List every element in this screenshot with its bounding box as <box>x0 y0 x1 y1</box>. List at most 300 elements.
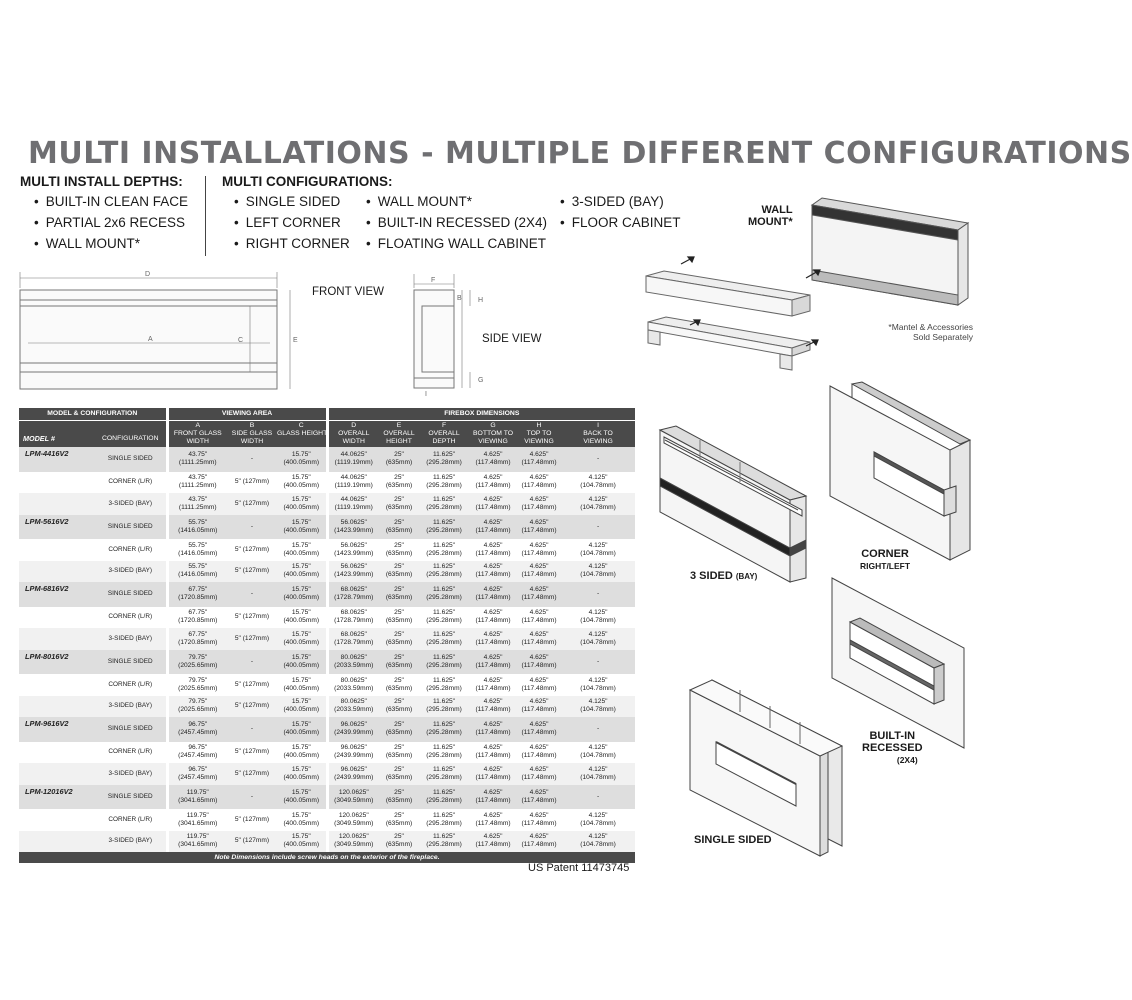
dimension-value: (400.05mm) <box>283 617 320 625</box>
model-number-empty <box>19 472 95 494</box>
dimension-cell <box>277 742 327 764</box>
configuration-cell: SINGLE SIDED <box>95 447 167 472</box>
dimension-cell <box>419 696 469 718</box>
dimension-cell <box>517 696 561 718</box>
dimension-cell <box>227 447 277 472</box>
dimension-value: 4.125" <box>588 676 608 684</box>
col-label-line: VIEWING <box>478 438 508 445</box>
dimension-value: (117.48mm) <box>475 684 511 692</box>
model-number-empty <box>19 763 95 785</box>
dimension-cell <box>517 472 561 494</box>
dimension-value: 5" (127mm) <box>234 478 270 486</box>
letter-b: B <box>227 421 277 431</box>
dimension-cell <box>419 742 469 764</box>
dimension-value: 4.625" <box>529 563 549 571</box>
col-model: MODEL # <box>19 430 95 447</box>
dimension-value: 43.75" <box>188 495 208 503</box>
dimension-value: (400.05mm) <box>283 638 320 646</box>
dimension-cell <box>327 447 379 472</box>
table-row <box>19 539 635 561</box>
dimension-cell <box>277 515 327 540</box>
dim-letter-b: B <box>457 295 462 302</box>
dimension-value: (295.28mm) <box>426 661 462 669</box>
dimension-cell <box>469 493 517 515</box>
configuration-cell: 3-SIDED (BAY) <box>95 628 167 650</box>
dimension-value: (117.48mm) <box>475 841 511 849</box>
dimension-value: (117.48mm) <box>475 729 511 737</box>
dimension-cell <box>379 809 419 831</box>
dimension-value: (295.28mm) <box>426 819 462 827</box>
dimension-value: 15.75" <box>291 563 311 571</box>
dimension-cell <box>419 561 469 583</box>
dimension-value: (400.05mm) <box>283 684 320 692</box>
dimension-value: (1111.25mm) <box>178 459 217 467</box>
dimension-value: (635mm) <box>385 684 413 692</box>
model-number-empty <box>19 809 95 831</box>
dimension-value: (117.48mm) <box>521 459 557 467</box>
dimension-value: (1111.25mm) <box>178 482 217 490</box>
dimension-value: (635mm) <box>385 617 413 625</box>
dimension-value: 4.125" <box>588 474 608 482</box>
configuration-cell: CORNER (L/R) <box>95 607 167 629</box>
dimension-value: 11.625" <box>433 586 456 594</box>
dimension-value: (117.48mm) <box>521 706 557 714</box>
dimension-value: 4.625" <box>483 788 503 796</box>
dimension-cell <box>419 785 469 810</box>
table-row <box>19 561 635 583</box>
dimension-value: 68.0625" <box>340 609 367 617</box>
dimension-value: 11.625" <box>433 518 456 526</box>
single-sided-label: SINGLE SIDED <box>694 834 772 846</box>
dimension-cell <box>327 650 379 675</box>
dimension-cell <box>327 539 379 561</box>
configuration-cell: 3-SIDED (BAY) <box>95 696 167 718</box>
dimension-value: 4.625" <box>529 451 549 459</box>
dimension-value: (1423.99mm) <box>334 571 374 579</box>
table-row <box>19 785 635 810</box>
dimension-value: (2457.45mm) <box>178 773 218 781</box>
dimension-cell <box>469 447 517 472</box>
dimension-value: 67.75" <box>188 586 208 594</box>
dimension-value: (117.48mm) <box>521 503 557 511</box>
dimension-value: 15.75" <box>291 833 311 841</box>
dimension-value: (635mm) <box>385 571 413 579</box>
dimension-value: (295.28mm) <box>426 796 462 804</box>
dimension-cell <box>277 696 327 718</box>
dimension-value: 4.125" <box>588 609 608 617</box>
dimension-value: 11.625" <box>433 811 456 819</box>
dimension-cell <box>167 515 227 540</box>
dimension-value: (635mm) <box>385 752 413 760</box>
dimension-value: 4.625" <box>483 811 503 819</box>
dimension-value: 44.0625" <box>340 495 367 503</box>
dimension-value: 96.0625" <box>340 744 367 752</box>
header-firebox-dimensions: FIREBOX DIMENSIONS <box>327 408 635 421</box>
dimension-value: (1720.85mm) <box>178 594 218 602</box>
model-number-empty <box>19 674 95 696</box>
dimension-value: 11.625" <box>433 721 456 729</box>
dimension-value: 15.75" <box>291 744 311 752</box>
dimension-value: (1728.79mm) <box>334 638 374 646</box>
dimension-value: (635mm) <box>385 594 413 602</box>
dimension-value: (635mm) <box>385 819 413 827</box>
col-label-line: OVERALL <box>428 430 460 437</box>
dimension-value: (2033.59mm) <box>334 684 374 692</box>
dimension-cell <box>227 628 277 650</box>
table-row <box>19 763 635 785</box>
dimension-value: (117.48mm) <box>475 459 511 467</box>
table-row <box>19 696 635 718</box>
dimension-value: (104.78mm) <box>580 752 616 760</box>
dimension-cell <box>167 493 227 515</box>
dimension-cell <box>517 831 561 853</box>
dimension-value: (2025.65mm) <box>178 661 218 669</box>
dimension-value: (635mm) <box>385 503 413 511</box>
dimension-value: 25" <box>394 451 404 459</box>
model-number-empty <box>19 539 95 561</box>
side-view-label: SIDE VIEW <box>482 333 542 345</box>
dimension-value: 25" <box>394 563 404 571</box>
dimension-value: 11.625" <box>433 609 456 617</box>
dimension-value: 15.75" <box>291 474 311 482</box>
dimension-value: 67.75" <box>188 609 208 617</box>
dimension-value: 4.625" <box>529 630 549 638</box>
dimension-value: 44.0625" <box>340 451 367 459</box>
dimension-value: 5" (127mm) <box>234 769 270 777</box>
dimension-cell <box>379 628 419 650</box>
dimension-cell <box>277 831 327 853</box>
dimension-value: 25" <box>394 541 404 549</box>
dimension-value: (1119.19mm) <box>334 482 373 490</box>
dimension-value: (400.05mm) <box>283 459 320 467</box>
dimension-value: 4.125" <box>588 541 608 549</box>
dimension-value: (635mm) <box>385 796 413 804</box>
dimension-value: 4.625" <box>529 495 549 503</box>
dimension-value: 5" (127mm) <box>234 545 270 553</box>
dimension-value: 15.75" <box>291 586 311 594</box>
dimension-cell <box>227 809 277 831</box>
dimension-value: (117.48mm) <box>475 638 511 646</box>
mantel-note-line2: Sold Separately <box>912 332 973 342</box>
dim-letter-d: D <box>145 271 151 278</box>
dimension-value: (117.48mm) <box>475 503 511 511</box>
dimension-cell <box>167 674 227 696</box>
dimension-cell <box>561 785 635 810</box>
dimension-cell <box>561 539 635 561</box>
dimension-value: 4.625" <box>483 676 503 684</box>
dimension-value: 4.625" <box>483 541 503 549</box>
col-label-5 <box>379 430 419 447</box>
dimension-cell <box>517 539 561 561</box>
dimension-cell <box>419 493 469 515</box>
dimension-cell <box>277 628 327 650</box>
dimension-cell <box>419 515 469 540</box>
dimension-value: (117.48mm) <box>475 752 511 760</box>
three-sided-label-sub: (BAY) <box>735 572 758 581</box>
dimension-value: 25" <box>394 765 404 773</box>
table-row <box>19 582 635 607</box>
dimension-value: 11.625" <box>433 676 456 684</box>
dimension-value: 4.625" <box>529 474 549 482</box>
dimension-cell <box>419 674 469 696</box>
dimension-value: 55.75" <box>188 541 208 549</box>
dimension-value: - <box>250 657 254 665</box>
dimension-value: 15.75" <box>291 811 311 819</box>
dimension-value: (1416.05mm) <box>178 549 218 557</box>
dimension-value: 11.625" <box>433 630 456 638</box>
dimension-cell <box>167 582 227 607</box>
dimension-value: - <box>596 455 600 463</box>
dimension-value: 11.625" <box>433 653 456 661</box>
dimension-value: (1416.05mm) <box>178 571 218 579</box>
dimension-value: 55.75" <box>188 518 208 526</box>
dimension-cell <box>419 650 469 675</box>
dimension-value: (104.78mm) <box>580 617 616 625</box>
dimension-value: 5" (127mm) <box>234 680 270 688</box>
dimension-value: (295.28mm) <box>426 638 462 646</box>
dimension-cell <box>561 809 635 831</box>
dimension-cell <box>327 582 379 607</box>
dimension-value: (117.48mm) <box>521 773 557 781</box>
dimension-value: 15.75" <box>291 518 311 526</box>
dimension-cell <box>379 696 419 718</box>
dimension-value: - <box>596 590 600 598</box>
letter-h: H <box>517 421 561 431</box>
dimension-value: - <box>250 522 254 530</box>
list-item: • WALL MOUNT* <box>34 236 188 251</box>
dimension-value: 11.625" <box>433 474 456 482</box>
dimension-cell <box>379 607 419 629</box>
dimension-value: (295.28mm) <box>426 729 462 737</box>
dimension-value: (117.48mm) <box>475 526 511 534</box>
dimension-value: 15.75" <box>291 451 311 459</box>
dimension-value: 15.75" <box>291 609 311 617</box>
dimension-value: (104.78mm) <box>580 706 616 714</box>
dimension-cell <box>327 696 379 718</box>
dimension-cell <box>469 582 517 607</box>
dimension-value: 15.75" <box>291 698 311 706</box>
dimension-value: (117.48mm) <box>475 796 511 804</box>
dimension-cell <box>327 515 379 540</box>
dimension-value: 96.75" <box>188 765 208 773</box>
dimension-cell <box>327 742 379 764</box>
letter-f: F <box>419 421 469 431</box>
dimension-value: 55.75" <box>188 563 208 571</box>
dimension-cell <box>277 809 327 831</box>
dimension-cell <box>561 696 635 718</box>
dimension-value: 25" <box>394 495 404 503</box>
letter-a: A <box>167 421 227 431</box>
corner-label-line2: RIGHT/LEFT <box>860 561 911 571</box>
dimension-value: 25" <box>394 698 404 706</box>
dimension-value: 119.75" <box>186 811 209 819</box>
dimension-cell <box>517 650 561 675</box>
dimension-value: (295.28mm) <box>426 571 462 579</box>
configuration-cell: 3-SIDED (BAY) <box>95 763 167 785</box>
col-label-line: GLASS HEIGHT <box>277 430 328 437</box>
patent-number: US Patent 11473745 <box>528 862 630 874</box>
dimension-value: 96.75" <box>188 721 208 729</box>
col-label-line: BOTTOM TO <box>473 430 514 437</box>
dimension-value: (3041.65mm) <box>178 796 218 804</box>
dimension-value: (104.78mm) <box>580 841 616 849</box>
dimension-value: (400.05mm) <box>283 526 320 534</box>
col-label-line: VIEWING <box>583 438 613 445</box>
dimension-value: 119.75" <box>186 788 209 796</box>
configurations-heading: MULTI CONFIGURATIONS: <box>222 174 393 189</box>
dimension-value: 5" (127mm) <box>234 634 270 642</box>
dimension-value: (117.48mm) <box>475 549 511 557</box>
dimension-value: (1728.79mm) <box>334 617 374 625</box>
dimension-cell <box>379 717 419 742</box>
dimension-cell <box>327 607 379 629</box>
dimension-value: (400.05mm) <box>283 503 320 511</box>
dimension-cell <box>517 561 561 583</box>
dimension-value: (117.48mm) <box>475 661 511 669</box>
dimension-value: (635mm) <box>385 773 413 781</box>
model-number-empty <box>19 607 95 629</box>
dimension-value: 79.75" <box>188 653 208 661</box>
col-label-7 <box>469 430 517 447</box>
dimension-cell <box>277 539 327 561</box>
dimension-value: 4.625" <box>483 474 503 482</box>
dimension-value: 119.75" <box>186 833 209 841</box>
dimension-value: 11.625" <box>433 541 456 549</box>
col-label-6 <box>419 430 469 447</box>
model-number: LPM-5616V2 <box>19 515 95 540</box>
table-row <box>19 742 635 764</box>
dimension-cell <box>227 674 277 696</box>
dimension-cell <box>561 607 635 629</box>
configuration-cell: 3-SIDED (BAY) <box>95 561 167 583</box>
dimension-value: 4.625" <box>529 833 549 841</box>
dimension-cell <box>277 561 327 583</box>
dimension-value: 4.625" <box>529 811 549 819</box>
dimension-value: (117.48mm) <box>521 841 557 849</box>
model-number: LPM-4416V2 <box>19 447 95 472</box>
install-depths-heading: MULTI INSTALL DEPTHS: <box>20 174 183 189</box>
table-row <box>19 515 635 540</box>
dimension-cell <box>561 628 635 650</box>
list-item: • BUILT-IN RECESSED (2X4) <box>366 215 536 230</box>
configuration-cell: 3-SIDED (BAY) <box>95 831 167 853</box>
dimension-value: 4.625" <box>529 586 549 594</box>
dim-letter-i: I <box>425 391 427 398</box>
dimension-value: 25" <box>394 474 404 482</box>
dimension-value: 4.625" <box>529 744 549 752</box>
list-item: • SINGLE SIDED <box>234 194 342 209</box>
col-configuration: CONFIGURATION <box>95 430 167 447</box>
dimension-cell <box>327 717 379 742</box>
dimension-cell <box>379 539 419 561</box>
dimension-value: 56.0625" <box>340 518 367 526</box>
dimension-cell <box>379 561 419 583</box>
dimension-value: 11.625" <box>433 744 456 752</box>
dimension-value: 15.75" <box>291 541 311 549</box>
col-label-line: HEIGHT <box>386 438 412 445</box>
dimension-value: (295.28mm) <box>426 459 462 467</box>
dimension-cell <box>167 696 227 718</box>
dimension-value: (295.28mm) <box>426 526 462 534</box>
dimension-cell <box>167 561 227 583</box>
dimension-cell <box>469 809 517 831</box>
dimension-cell <box>561 650 635 675</box>
col-label-1 <box>167 430 227 447</box>
dimension-cell <box>419 717 469 742</box>
dimension-value: (1119.19mm) <box>334 459 373 467</box>
dimension-value: 4.125" <box>588 630 608 638</box>
dimension-value: 4.625" <box>483 653 503 661</box>
dimension-value: 25" <box>394 721 404 729</box>
dimension-value: (104.78mm) <box>580 773 616 781</box>
dimension-value: 15.75" <box>291 721 311 729</box>
dimension-cell <box>379 447 419 472</box>
dimension-value: (3041.65mm) <box>178 819 218 827</box>
dimension-cell <box>167 742 227 764</box>
dimension-value: (117.48mm) <box>521 661 557 669</box>
dimension-value: 4.125" <box>588 495 608 503</box>
configuration-cell: SINGLE SIDED <box>95 785 167 810</box>
dimension-value: 15.75" <box>291 653 311 661</box>
dimension-cell <box>561 674 635 696</box>
model-number-empty <box>19 696 95 718</box>
dimension-cell <box>469 696 517 718</box>
dimension-value: 4.625" <box>529 653 549 661</box>
dimension-cell <box>561 515 635 540</box>
dimension-value: (3049.59mm) <box>334 819 374 827</box>
col-label-line: OVERALL <box>383 430 415 437</box>
dimension-value: (117.48mm) <box>521 729 557 737</box>
dimension-value: 11.625" <box>433 563 456 571</box>
dimension-value: (2439.99mm) <box>334 752 374 760</box>
dimension-value: (400.05mm) <box>283 729 320 737</box>
dimension-cell <box>327 628 379 650</box>
dimension-value: 120.0625" <box>338 811 369 819</box>
dimension-cell <box>419 447 469 472</box>
dimension-value: (635mm) <box>385 549 413 557</box>
dimension-cell <box>167 447 227 472</box>
dimension-value: (1720.85mm) <box>178 638 218 646</box>
dimension-cell <box>379 472 419 494</box>
model-number: LPM-6816V2 <box>19 582 95 607</box>
model-number-empty <box>19 742 95 764</box>
dimension-value: (3041.65mm) <box>178 841 218 849</box>
dimension-value: - <box>250 792 254 800</box>
dimension-value: 4.625" <box>483 721 503 729</box>
dimension-cell <box>227 561 277 583</box>
dimension-value: (400.05mm) <box>283 773 320 781</box>
dimension-value: 80.0625" <box>340 653 367 661</box>
model-number: LPM-12016V2 <box>19 785 95 810</box>
dimension-cell <box>327 763 379 785</box>
dimension-cell <box>469 831 517 853</box>
configuration-cell: 3-SIDED (BAY) <box>95 493 167 515</box>
dimension-value: 4.125" <box>588 811 608 819</box>
dimension-value: 56.0625" <box>340 563 367 571</box>
dimension-value: (400.05mm) <box>283 706 320 714</box>
dimension-value: 68.0625" <box>340 630 367 638</box>
dimension-value: - <box>250 590 254 598</box>
table-row <box>19 472 635 494</box>
table-row <box>19 717 635 742</box>
dimension-cell <box>227 696 277 718</box>
dimension-cell <box>277 785 327 810</box>
dimension-cell <box>327 785 379 810</box>
dimension-cell <box>277 607 327 629</box>
dimension-cell <box>327 561 379 583</box>
configuration-cell: SINGLE SIDED <box>95 650 167 675</box>
dimension-value: 11.625" <box>433 698 456 706</box>
